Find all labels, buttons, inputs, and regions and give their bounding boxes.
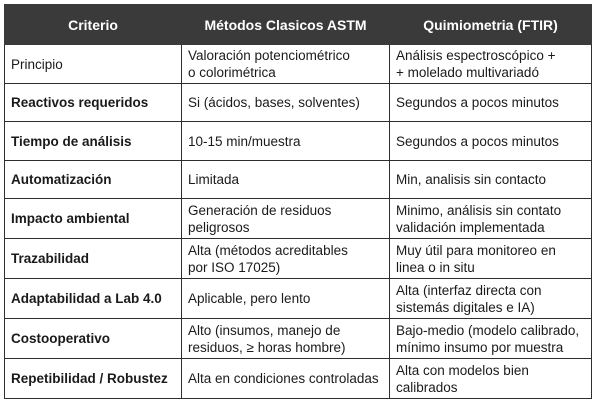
astm-cell [182,279,390,319]
table-row [5,199,592,239]
table-header [5,5,592,45]
cell-text: Muy útil para monitoreo en linea o in situ [396,242,556,275]
ftir-cell [390,45,592,84]
cell-text: Alta con modelos bien calibrados [396,362,529,395]
cell-text: Segundos a pocos minutos [396,133,559,149]
ftir-cell [390,160,592,198]
cell-text: Repetibilidad / Robustez [11,371,168,387]
criterio-cell [5,359,182,399]
ftir-cell [390,122,592,160]
cell-text: Alto (insumos, manejo de residuos, ≥ horas hombre) [188,322,346,355]
astm-cell [182,199,390,239]
header-criterio: Criterio [5,5,182,45]
cell-text: Valoración potenciométrico o colorimétrica [188,48,350,80]
comparison-table-container [4,4,591,396]
header-ftir: Quimiometria (FTIR) [390,5,592,45]
ftir-cell [390,84,592,122]
header-row [5,5,592,45]
table-row [5,319,592,359]
criterio-cell [5,160,182,198]
table-row [5,45,592,84]
criterio-cell [5,122,182,160]
table-row [5,122,592,160]
astm-cell [182,319,390,359]
ftir-cell [390,279,592,319]
cell-text: Bajo-medio (modelo calibrado, mínimo insumo por muestra [396,322,580,355]
criterio-cell [5,45,182,84]
table-body [5,45,592,399]
astm-cell [182,359,390,399]
criterio-cell [5,319,182,359]
astm-cell [182,45,390,84]
astm-cell [182,84,390,122]
ftir-cell [390,359,592,399]
cell-text: Trazabilidad [11,251,90,267]
ftir-cell [390,319,592,359]
cell-text: Minimo, análisis sin contato validación implementada [396,202,562,235]
cell-text: Alta en condiciones controladas [188,371,379,387]
comparison-table [4,4,592,399]
cell-text: Tiempo de análisis [11,133,132,149]
cell-text: Limitada [188,171,240,187]
ftir-cell [390,239,592,279]
cell-text: Min, analisis sin contacto [396,171,547,187]
cell-text: Reactivos requeridos [11,95,149,111]
astm-cell [182,239,390,279]
table-row [5,359,592,399]
table-row [5,279,592,319]
header-astm: Métodos Clasicos ASTM [182,5,390,45]
table-row [5,84,592,122]
table-row [5,239,592,279]
criterio-cell [5,84,182,122]
cell-text: Costooperativo [11,331,111,347]
cell-text: Alta (interfaz directa con sistemás digitales e IA) [396,282,542,315]
criterio-cell [5,279,182,319]
cell-text: Si (ácidos, bases, solventes) [188,95,360,111]
cell-text: 10-15 min/muestra [188,133,301,149]
astm-cell [182,122,390,160]
cell-text: Automatización [11,171,112,187]
astm-cell [182,160,390,198]
cell-text: Principio [11,56,63,72]
cell-text: Aplicable, pero lento [188,291,311,307]
ftir-cell [390,199,592,239]
criterio-cell [5,199,182,239]
cell-text: Generación de residuos peligrosos [188,202,332,235]
cell-text: Impacto ambiental [11,211,130,227]
cell-text: Segundos a pocos minutos [396,95,559,111]
cell-text: Alta (métodos acreditables por ISO 17025) [188,242,348,275]
cell-text: Análisis espectroscópico + + molelado multivariadó [396,48,556,80]
table-row [5,160,592,198]
criterio-cell [5,239,182,279]
cell-text: Adaptabilidad a Lab 4.0 [11,291,162,307]
